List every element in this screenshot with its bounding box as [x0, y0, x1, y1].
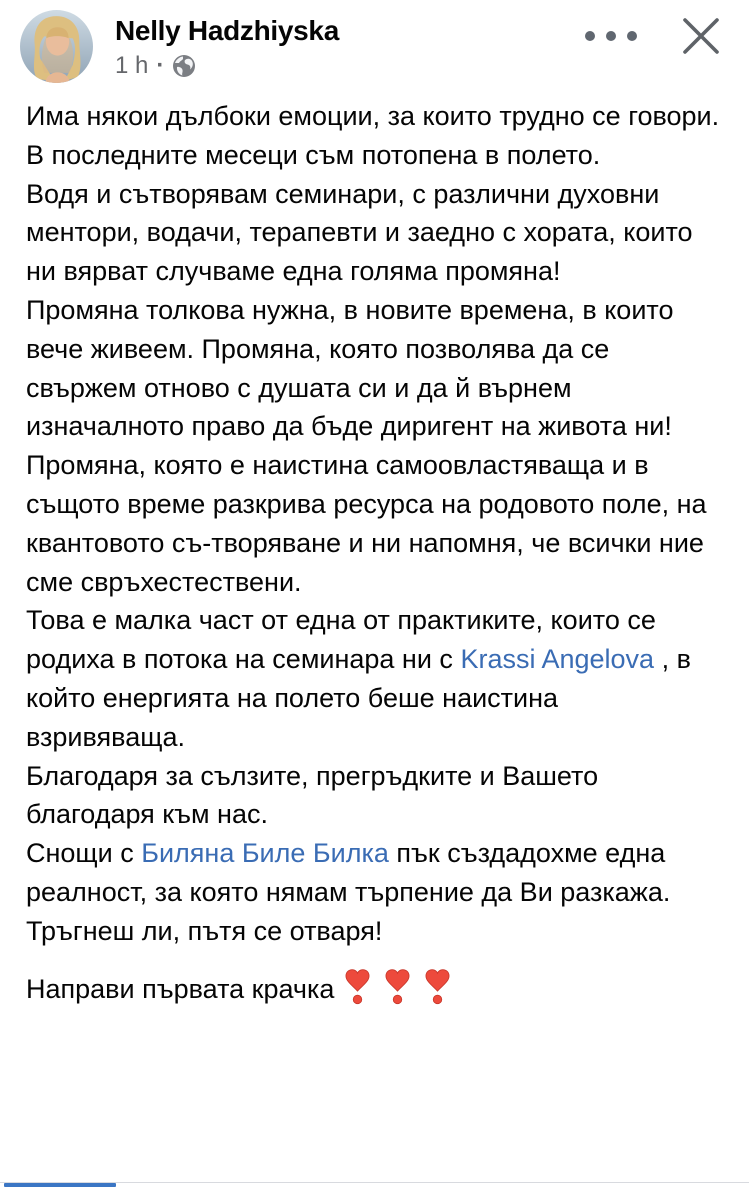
post-paragraph: Тръгнеш ли, пътя се отваря!: [26, 915, 383, 946]
paragraph-text: Направи първата крачка: [26, 973, 342, 1004]
post-paragraph: Водя и сътворявам семинари, с различни духовни ментори, водачи, терапевти и заедно с хората, които ни вярват случваме една голяма промяна!: [26, 178, 693, 287]
paragraph-text: Снощи с: [26, 838, 142, 869]
post-paragraph: [26, 968, 721, 1009]
heart-exclamation-emoji: [342, 968, 373, 1005]
close-icon: [681, 16, 721, 56]
author-avatar[interactable]: [20, 10, 93, 83]
post-header: [0, 0, 749, 83]
close-button[interactable]: [677, 12, 725, 60]
progress-indicator: [4, 1183, 116, 1187]
post-paragraph: [26, 834, 721, 912]
author-block: [115, 10, 339, 80]
post-paragraph: Благодаря за сълзите, прегръдките и Вашето благодаря към нас.: [26, 760, 599, 830]
profile-link-krassi-angelova[interactable]: Krassi Angelova: [460, 644, 655, 675]
meta-separator: ·: [156, 52, 165, 79]
three-dots-icon: [585, 31, 637, 41]
header-actions: [581, 10, 725, 62]
heart-emoji-group: [342, 968, 453, 1005]
timestamp: 1 h: [115, 52, 149, 79]
more-options-button[interactable]: [581, 27, 641, 45]
globe-icon: [172, 54, 196, 78]
post-meta: [115, 52, 339, 80]
heart-exclamation-emoji: [382, 968, 413, 1005]
post-text: [0, 83, 749, 1008]
avatar-image: [20, 10, 93, 83]
profile-link-bilyana-bile-bilka[interactable]: Биляна Биле Билка: [141, 838, 389, 869]
paragraph-text: пък създадохме една реалност, за която нямам търпение да Ви разкажа.: [26, 838, 671, 907]
heart-exclamation-emoji: [422, 968, 453, 1005]
paragraph-text: , в който енергията на полето беше наистина взривяваща.: [26, 644, 691, 752]
paragraph-text: Това е малка част от една от практиките, които се родиха в потока на семинара ни с: [26, 605, 656, 675]
post-paragraph: Промяна толкова нужна, в новите времена, в които вече живеем. Промяна, която позволява да се свържем отново с душата си и да й върнем изначалното право да бъде диригент на живота ни! Промяна, която е наистина самоовластяваща и в същото време разкрива ресурса на родовото поле, на квантовото съ-творяване и ни напомня, че всички ние сме свръхестествени.: [26, 294, 707, 597]
post-paragraph: Има някои дълбоки емоции, за които трудно се говори. В последните месеци съм потопена в полето.: [26, 101, 720, 170]
author-name[interactable]: Nelly Hadzhiyska: [115, 15, 339, 46]
post-paragraph: [26, 601, 721, 756]
